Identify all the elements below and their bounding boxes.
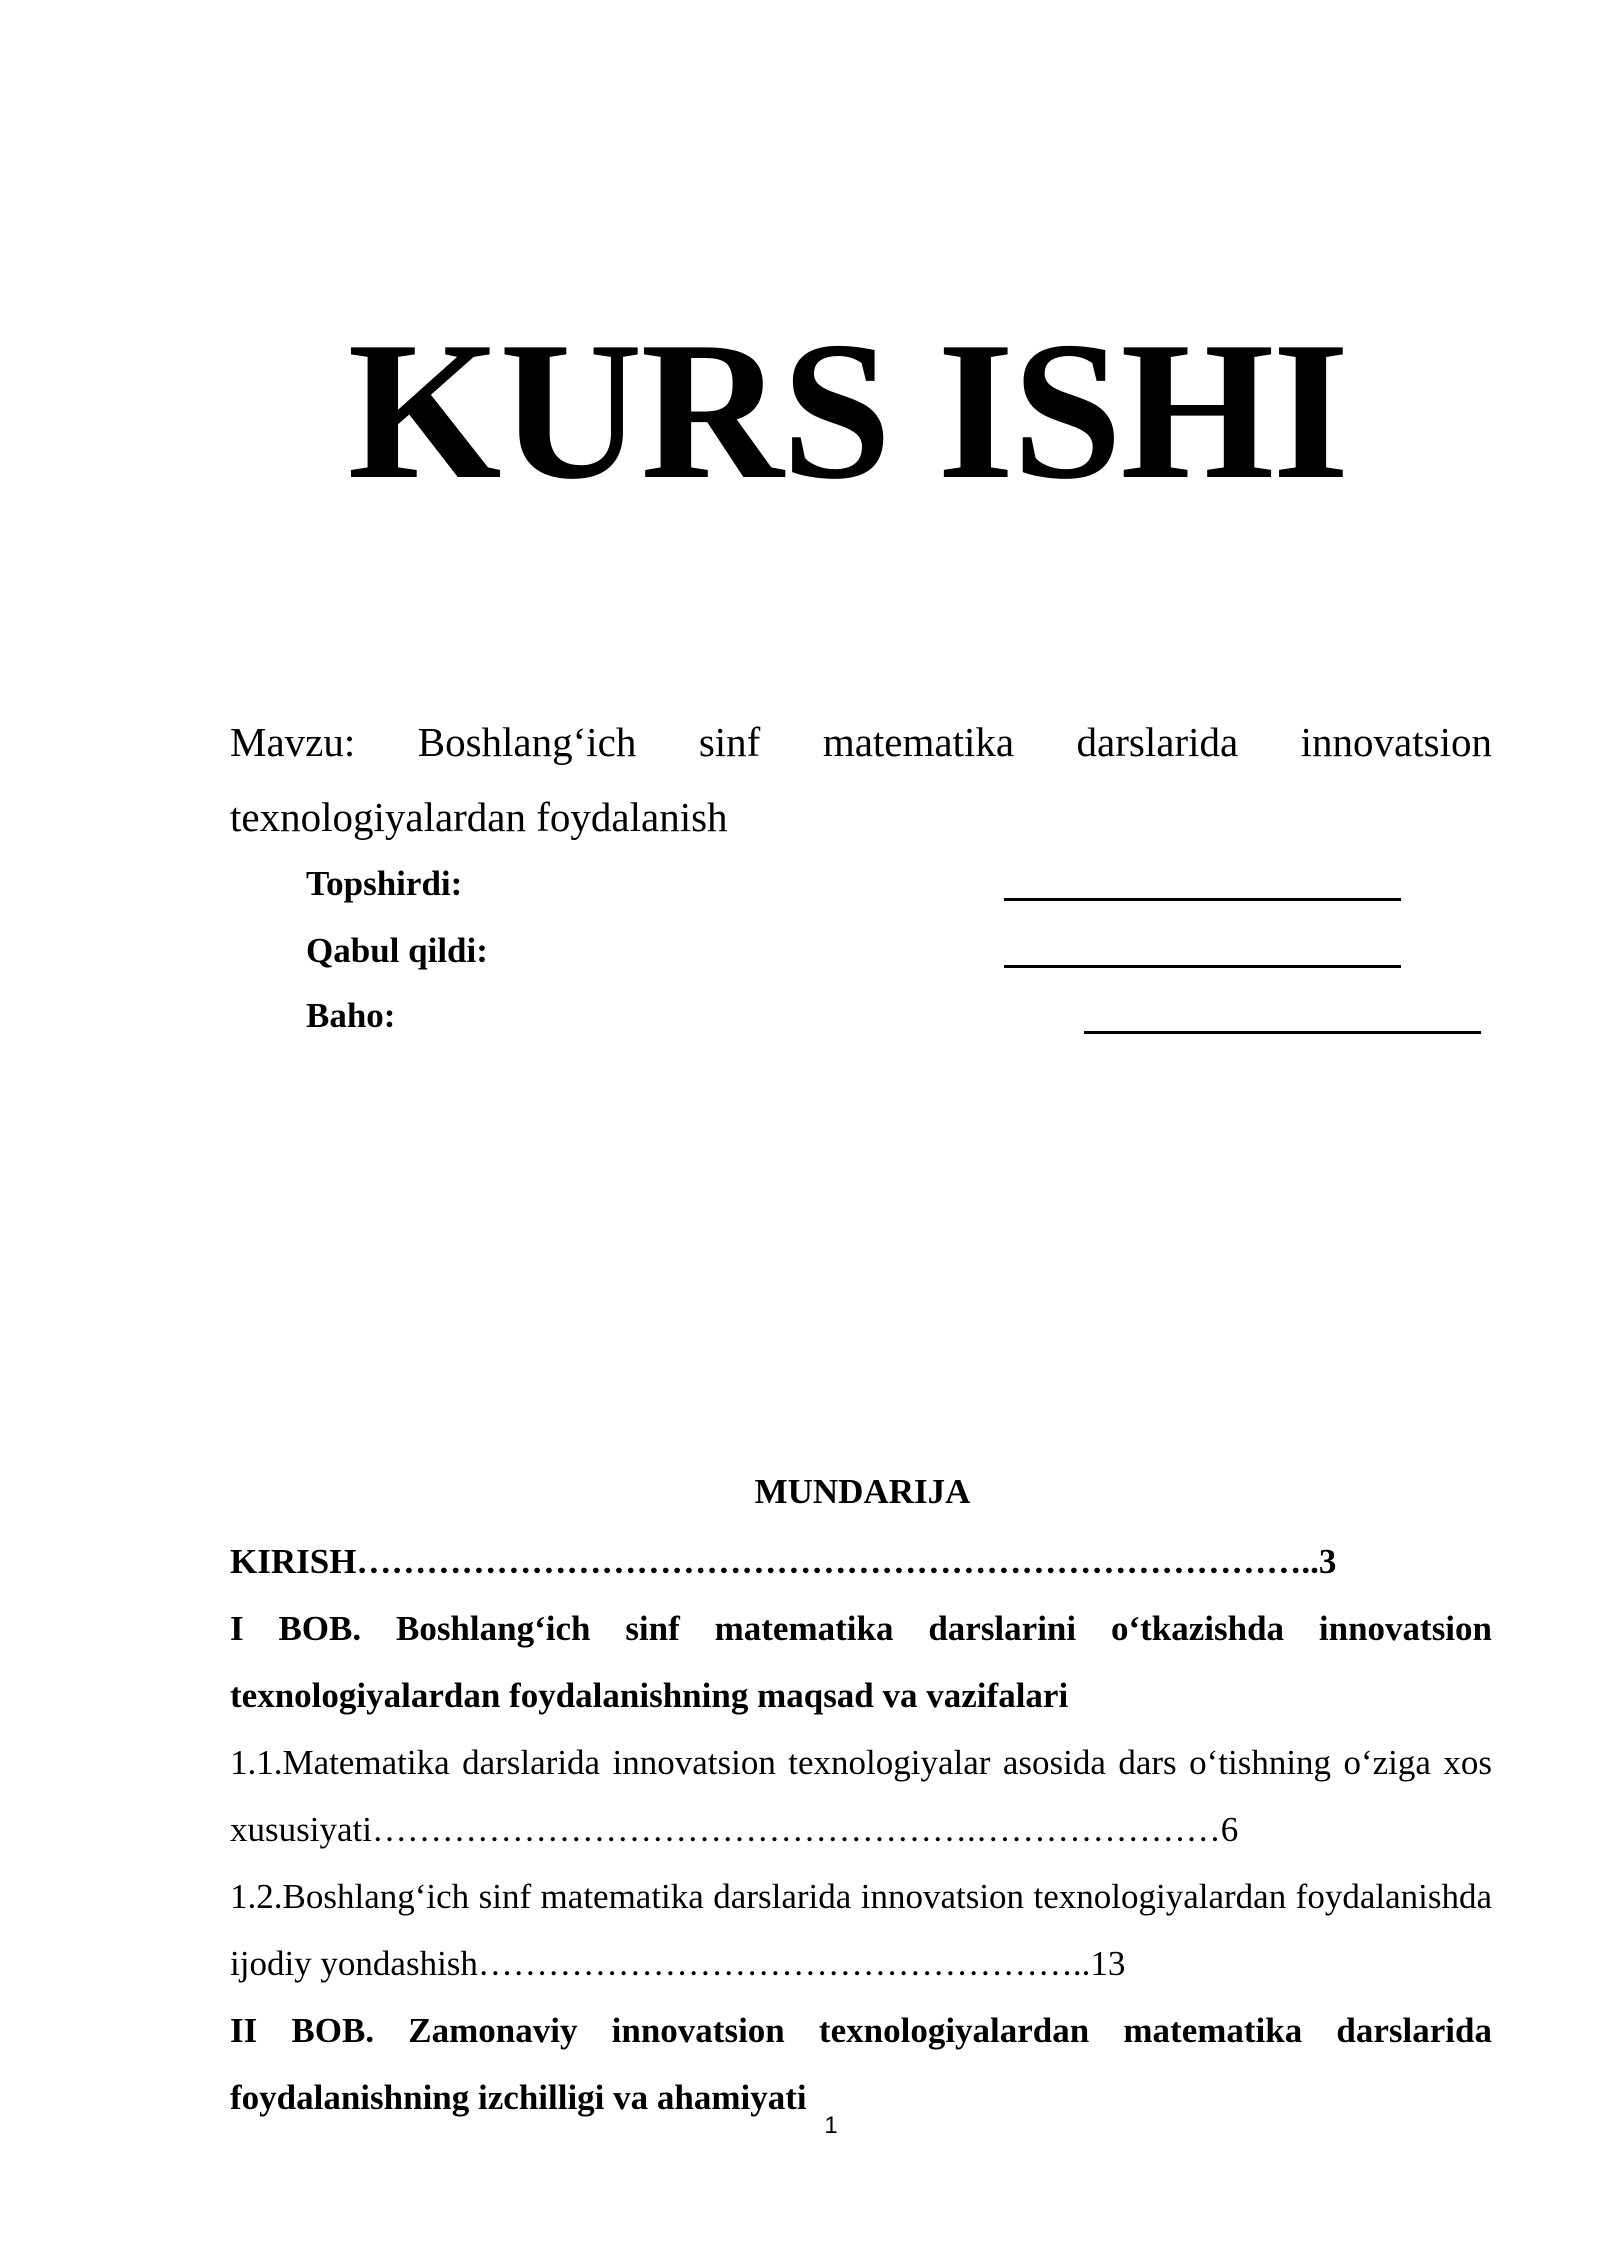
field-label: Baho: [306,996,396,1035]
field-blank-line [1084,1031,1481,1034]
toc-entry-chapter-2[interactable]: II BOB. Zamonaviy innovatsion texnologiyalardan matematika darslarida foydalanishning izchilligi va ahamiyati [230,2011,1492,2117]
document-title: KURS ISHI [347,301,1348,520]
field-label: Qabul qildi: [306,931,488,970]
table-of-contents [230,1528,1492,2131]
toc-heading: MUNDARIJA [754,1472,971,1511]
field-blank-line [1004,898,1401,901]
field-blank-line [1004,965,1401,968]
toc-entry-kirish[interactable]: KIRISH………………………………………………………………………..3 [230,1542,1337,1581]
field-label: Topshirdi: [306,864,463,903]
topic-text: Mavzu: Boshlang‘ich sinf matematika darslarida innovatsion texnologiyalardan foydalanish [230,719,1492,840]
toc-entry-section-1-1[interactable]: 1.1.Matematika darslarida innovatsion texnologiyalar asosida dars o‘tishning o‘ziga xos xususiyati…………………………………………….…………………6 [230,1743,1492,1849]
toc-entry-section-1-2[interactable]: 1.2.Boshlang‘ich sinf matematika darslarida innovatsion texnologiyalardan foydalanishda ijodiy yondashish……………………………………………..13 [230,1877,1492,1983]
page-number: 1 [824,2112,838,2139]
toc-entry-chapter-1[interactable]: I BOB. Boshlang‘ich sinf matematika darslarini o‘tkazishda innovatsion texnologiyalardan foydalanishning maqsad va vazifalari [230,1609,1492,1715]
